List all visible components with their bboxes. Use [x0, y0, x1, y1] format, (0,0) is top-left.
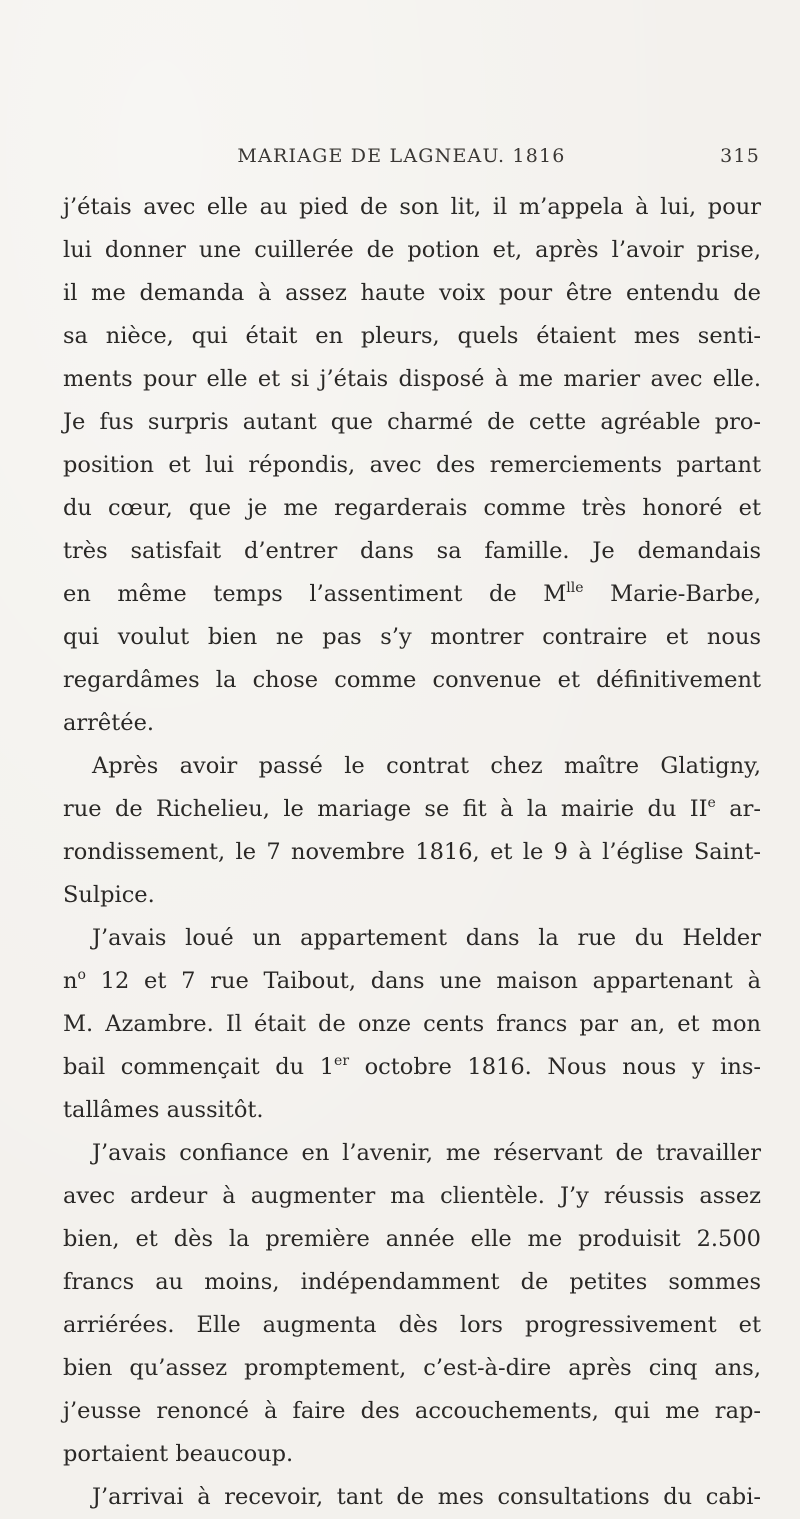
- text-line: arrêtée.: [63, 710, 155, 736]
- text-line: J’avais loué un appartement dans la rue du Helder: [92, 925, 761, 951]
- text-line: j’étais avec elle au pied de son lit, il m’appela à lui, pour: [63, 194, 761, 220]
- body-text: [63, 186, 761, 1519]
- text-line: arriérées. Elle augmenta dès lors progressivement et: [63, 1312, 761, 1338]
- text-line: Je fus surpris autant que charmé de cette agréable pro-: [63, 409, 761, 435]
- text-line: francs au moins, indépendamment de petites sommes: [63, 1269, 761, 1295]
- text-line: il me demanda à assez haute voix pour être entendu de: [63, 280, 761, 306]
- text-line: j’eusse renoncé à faire des accouchements, qui me rap-: [63, 1398, 761, 1424]
- text-line: Sulpice.: [63, 882, 155, 908]
- text-line: bail commençait du 1er octobre 1816. Nous nous y ins-: [63, 1053, 761, 1080]
- text-line: avec ardeur à augmenter ma clientèle. J’y réussis assez: [63, 1183, 761, 1209]
- page-number: 315: [720, 145, 760, 167]
- text-line: bien, et dès la première année elle me produisit 2.500: [63, 1226, 761, 1252]
- running-head: [63, 145, 760, 175]
- text-line: lui donner une cuillerée de potion et, après l’avoir prise,: [63, 237, 761, 263]
- text-line: J’avais confiance en l’avenir, me réservant de travailler: [92, 1140, 761, 1166]
- text-line: Après avoir passé le contrat chez maître Glatigny,: [92, 753, 761, 779]
- text-line: ments pour elle et si j’étais disposé à me marier avec elle.: [63, 366, 761, 392]
- running-title: MARIAGE DE LAGNEAU. 1816: [237, 145, 566, 167]
- text-line: position et lui répondis, avec des remerciements partant: [63, 452, 761, 478]
- text-line: portaient beaucoup.: [63, 1441, 294, 1467]
- text-line: M. Azambre. Il était de onze cents francs par an, et mon: [63, 1011, 761, 1037]
- text-line: regardâmes la chose comme convenue et définitivement: [63, 667, 761, 693]
- text-line: J’arrivai à recevoir, tant de mes consultations du cabi-: [92, 1484, 761, 1510]
- text-line: tallâmes aussitôt.: [63, 1097, 264, 1123]
- text-line: du cœur, que je me regarderais comme très honoré et: [63, 495, 761, 521]
- text-line: rue de Richelieu, le mariage se fit à la mairie du IIe ar-: [63, 795, 761, 822]
- text-line: $n^o$ 12 et 7 rue Taibout, dans une maison appartenant à: [63, 967, 761, 994]
- text-line: sa nièce, qui était en pleurs, quels étaient mes senti-: [63, 323, 761, 349]
- text-line: bien qu’assez promptement, c’est-à-dire après cinq ans,: [63, 1355, 761, 1381]
- text-line: rondissement, le 7 novembre 1816, et le 9 à l’église Saint-: [63, 839, 761, 865]
- text-line: qui voulut bien ne pas s’y montrer contraire et nous: [63, 624, 761, 650]
- text-line: très satisfait d’entrer dans sa famille. Je demandais: [63, 538, 761, 564]
- text-line: en même temps l’assentiment de $M^{lle}$ Marie-Barbe,: [63, 580, 761, 607]
